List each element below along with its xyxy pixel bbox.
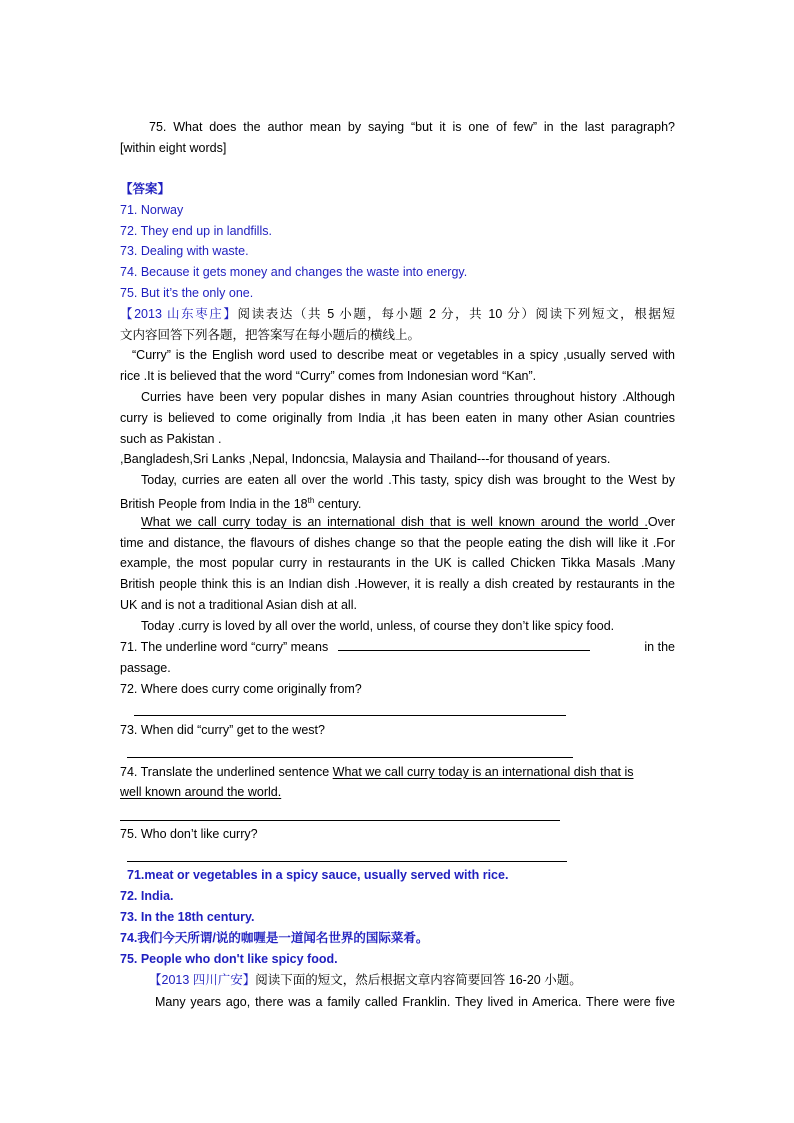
passage-p2c: such as Pakistan . <box>120 432 222 446</box>
passage-p3a: Today, curries are eaten all over the world .This tasty, spicy dish was brought to the West by <box>141 473 675 487</box>
passage-p2b: curry is believed to come originally from India ,it has been eaten in many other Asian countries <box>120 411 675 425</box>
answer-73: 73. Dealing with waste. <box>120 244 249 258</box>
answer-line-72[interactable] <box>134 715 566 716</box>
section-zaozhuang-intro <box>120 304 675 324</box>
answer2-72: 72. India. <box>120 889 174 903</box>
passage-p5: Today .curry is loved by all over the world, unless, of course they don’t like spicy food. <box>141 619 615 633</box>
question-75b: 75. Who don’t like curry? <box>120 827 258 841</box>
p4a-rest: Over <box>647 515 675 529</box>
question-75-line1: 75. What does the author mean by saying “but it is one of few” in the last paragraph? <box>149 120 675 134</box>
question-74-cont <box>120 782 675 802</box>
q74-text: 74. Translate the underlined sentence <box>120 765 333 779</box>
passage-p3b <box>120 491 675 514</box>
passage-p1a: “Curry” is the English word used to describe meat or vegetables in a spicy ,usually served with <box>132 348 675 362</box>
question-71-cont: passage. <box>120 661 171 675</box>
passage2-p1: Many years ago, there was a family called Franklin. They lived in America. There were five <box>155 995 675 1009</box>
p3b-text-end: century. <box>314 497 362 512</box>
intro-text-2: 阅读下面的短文，然后根据文章内容简要回答 16-20 小题。 <box>255 973 582 987</box>
answer2-73: 73. In the 18th century. <box>120 910 255 924</box>
answer-74: 74. Because it gets money and changes the waste into energy. <box>120 265 468 279</box>
q71-text: 71. The underline word “curry” means <box>120 640 329 654</box>
q71-text-end: in the <box>644 640 675 654</box>
answer-71: 71. Norway <box>120 203 184 217</box>
section-guangan-intro <box>149 970 704 990</box>
question-71 <box>120 637 675 657</box>
source-tag-2: 【2013 四川广安】 <box>149 973 256 987</box>
answer-line-75[interactable] <box>127 861 567 862</box>
p3b-text: British People from India in the 18 <box>120 497 308 512</box>
passage-p4b: time and distance, the flavours of dishes change so that the people eating the dish will like it .For <box>120 536 675 550</box>
passage-p4e: UK and is not a traditional Asian dish at all. <box>120 598 357 612</box>
question-72: 72. Where does curry come originally from? <box>120 682 362 696</box>
superscript-th: th <box>307 496 315 505</box>
question-73: 73. When did “curry” get to the west? <box>120 723 325 737</box>
intro-text: 阅读表达（共 5 小题，每小题 2 分，共 10 分）阅读下列短文，根据短 <box>237 307 675 321</box>
q71-blank[interactable] <box>338 638 590 651</box>
answer-line-74[interactable] <box>120 820 560 821</box>
answer2-75: 75. People who don't like spicy food. <box>120 952 338 966</box>
source-tag: 【2013 山东枣庄】 <box>120 307 238 321</box>
answer-header: 【答案】 <box>120 182 171 196</box>
answer2-74: 74.我们今天所谓/说的咖喱是一道闻名世界的国际菜肴。 <box>120 931 429 945</box>
passage-p4c: example, the most popular curry in restaurants in the UK is called Chicken Tikka Masals .Many <box>120 556 675 570</box>
passage-p4d: British people think this is an Indian dish .However, it is really a dish created by restaurants in the <box>120 577 675 591</box>
answer-line-73[interactable] <box>127 757 573 758</box>
answer-75: 75. But it’s the only one. <box>120 286 254 300</box>
section-zaozhuang-intro-2: 文内容回答下列各题，把答案写在每小题后的横线上。 <box>120 328 421 342</box>
question-75-line2: [within eight words] <box>120 141 227 155</box>
answer2-71: 71.meat or vegetables in a spicy sauce, usually served with rice. <box>127 868 509 882</box>
q74-underlined-2: well known around the world. <box>120 785 282 799</box>
passage-p1b: rice .It is believed that the word “Curry” comes from Indonesian word “Kan”. <box>120 369 537 383</box>
answer-72: 72. They end up in landfills. <box>120 224 272 238</box>
passage-p2d: ,Bangladesh,Sri Lanks ,Nepal, Indoncsia, Malaysia and Thailand---for thousand of years. <box>120 452 611 466</box>
passage-p4a <box>141 512 675 532</box>
underlined-sentence: What we call curry today is an international dish that is well known around the world . <box>141 515 648 529</box>
passage-p2a: Curries have been very popular dishes in many Asian countries throughout history .Although <box>141 390 675 404</box>
question-74 <box>120 762 675 782</box>
q74-underlined: What we call curry today is an international dish that is <box>332 765 634 779</box>
